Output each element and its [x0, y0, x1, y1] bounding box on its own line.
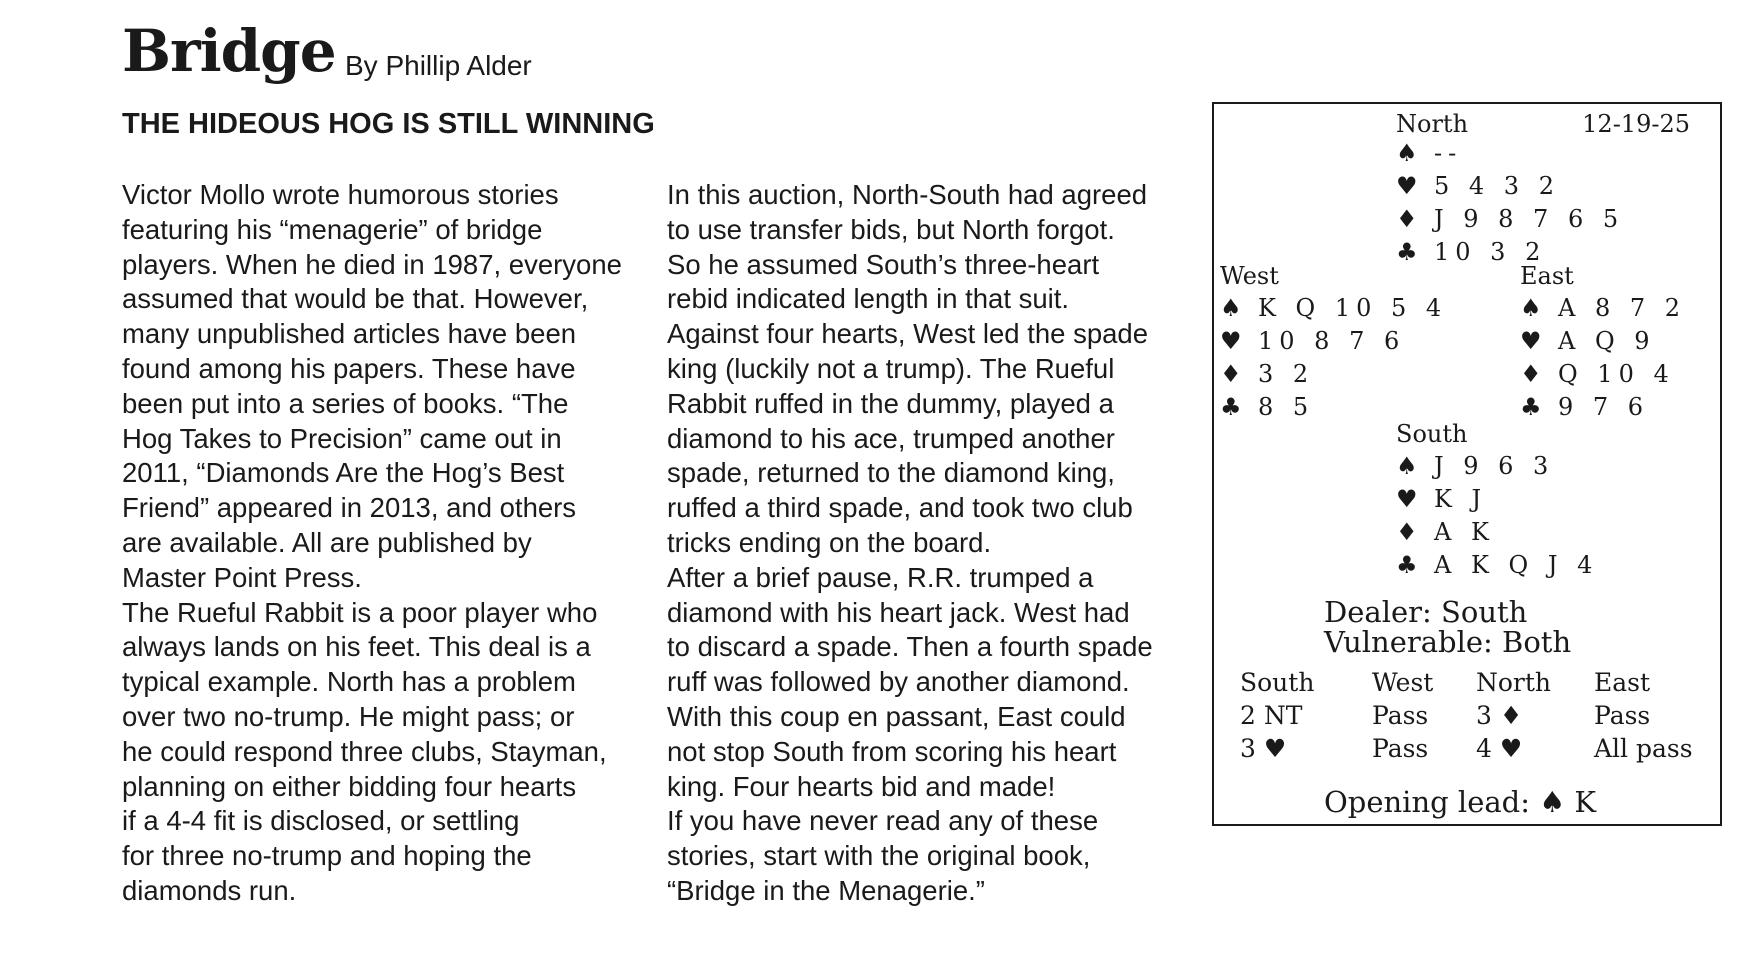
spade-icon: ♠ [1220, 294, 1242, 322]
article-line: to discard a spade. Then a fourth spade [667, 631, 1153, 663]
auction-header-south: South [1240, 668, 1315, 697]
west-label: West [1220, 262, 1279, 290]
article-line: Friend” appeared in 2013, and others [122, 492, 577, 524]
article-line: players. When he died in 1987, everyone [122, 248, 622, 280]
article-line: been put into a series of books. “The [122, 387, 569, 419]
south-hand [1396, 450, 1598, 582]
diamond-icon: ♦ [1220, 360, 1242, 388]
south-label: South [1396, 420, 1468, 448]
article-line: not stop South from scoring his heart [667, 735, 1117, 767]
spade-icon: ♠ [1520, 294, 1542, 322]
opening-lead: Opening lead: ♠ K [1324, 785, 1597, 819]
article-line: Rabbit ruffed in the dummy, played a [667, 387, 1114, 419]
auction-bid: 3 ♥ [1240, 734, 1287, 763]
spade-icon: ♠ [1396, 139, 1418, 167]
article-line: So he assumed South’s three-heart [667, 248, 1100, 280]
south-spades: J 9 6 3 [1434, 452, 1555, 480]
article-line: he could respond three clubs, Stayman, [122, 735, 607, 767]
article-line: to use transfer bids, but North forgot. [667, 213, 1115, 245]
column-title: Bridge [122, 17, 336, 85]
auction-bid: 3 ♦ [1476, 701, 1523, 730]
south-hearts: K J [1434, 485, 1488, 513]
article-line: for three no-trump and hoping the [122, 840, 532, 872]
auction-row [1240, 732, 1710, 765]
article-line: diamond to his ace, trumped another [667, 422, 1115, 454]
article-line: diamonds run. [122, 874, 297, 906]
article-line: many unpublished articles have been [122, 318, 577, 350]
auction-bid: 2 NT [1240, 701, 1303, 730]
east-diamonds: Q 10 4 [1558, 360, 1675, 388]
vulnerable-info: Vulnerable: Both [1324, 625, 1572, 659]
deal-diagram [1212, 102, 1722, 826]
article-line: Master Point Press. [122, 561, 362, 593]
east-label: East [1520, 262, 1574, 290]
auction-table [1240, 666, 1710, 765]
article-line: If you have never read any of these [667, 805, 1099, 837]
article-line: Against four hearts, West led the spade [667, 318, 1149, 350]
west-clubs: 8 5 [1258, 393, 1315, 421]
north-diamonds: J 9 8 7 6 5 [1434, 205, 1625, 233]
heart-icon: ♥ [1396, 485, 1418, 513]
heart-icon: ♥ [1396, 172, 1418, 200]
heart-icon: ♥ [1520, 327, 1542, 355]
article-line: if a 4-4 fit is disclosed, or settling [122, 805, 520, 837]
article-line: tricks ending on the board. [667, 526, 992, 558]
diamond-icon: ♦ [1396, 518, 1418, 546]
article-line: “Bridge in the Menagerie.” [667, 874, 985, 906]
south-diamonds: A K [1434, 518, 1495, 546]
article-line: are available. All are published by [122, 526, 532, 558]
byline: By Phillip Alder [345, 50, 532, 81]
south-clubs: A K Q J 4 [1434, 551, 1599, 579]
north-hand [1396, 137, 1624, 269]
west-spades: K Q 10 5 4 [1258, 294, 1448, 322]
article-line: rebid indicated length in that suit. [667, 283, 1070, 315]
article-line: found among his papers. These have [122, 352, 576, 384]
article-line: diamond with his heart jack. West had [667, 596, 1130, 628]
article-column-2 [667, 178, 1197, 909]
deal-date: 12-19-25 [1582, 110, 1690, 138]
auction-bid: Pass [1594, 701, 1651, 730]
west-hearts: 10 8 7 6 [1258, 327, 1406, 355]
east-hearts: A Q 9 [1558, 327, 1656, 355]
west-diamonds: 3 2 [1258, 360, 1315, 388]
article-column-1 [122, 178, 652, 909]
article-line: assumed that would be that. However, [122, 283, 589, 315]
auction-bid: Pass [1372, 734, 1429, 763]
article-line: king (luckily not a trump). The Rueful [667, 352, 1115, 384]
north-label: North [1396, 110, 1469, 138]
auction-header-east: East [1594, 668, 1651, 697]
article-line: 2011, “Diamonds Are the Hog’s Best [122, 457, 565, 489]
diamond-icon: ♦ [1396, 205, 1418, 233]
auction-bid: 4 ♥ [1476, 734, 1523, 763]
article-line: featuring his “menagerie” of bridge [122, 213, 543, 245]
dealer-info: Dealer: South [1324, 595, 1528, 629]
auction-bid: All pass [1594, 734, 1693, 763]
article-line: always lands on his feet. This deal is a [122, 631, 591, 663]
article-line: over two no-trump. He might pass; or [122, 700, 575, 732]
article-line: In this auction, North-South had agreed [667, 179, 1148, 210]
article-line: king. Four hearts bid and made! [667, 770, 1056, 802]
article-line: ruff was followed by another diamond. [667, 666, 1130, 698]
article-line: planning on either bidding four hearts [122, 770, 577, 802]
east-clubs: 9 7 6 [1558, 393, 1650, 421]
north-clubs: 10 3 2 [1434, 238, 1547, 266]
club-icon: ♣ [1396, 551, 1418, 579]
east-hand [1520, 292, 1686, 424]
club-icon: ♣ [1396, 238, 1418, 266]
article-line: After a brief pause, R.R. trumped a [667, 561, 1094, 593]
article-line: typical example. North has a problem [122, 666, 576, 698]
article-line: Hog Takes to Precision” came out in [122, 422, 562, 454]
north-hearts: 5 4 3 2 [1434, 172, 1560, 200]
auction-header-north: North [1476, 668, 1552, 697]
spade-icon: ♠ [1396, 452, 1418, 480]
west-hand [1220, 292, 1447, 424]
club-icon: ♣ [1220, 393, 1242, 421]
auction-header-west: West [1372, 668, 1434, 697]
east-spades: A 8 7 2 [1558, 294, 1687, 322]
north-spades: -- [1434, 139, 1463, 167]
heart-icon: ♥ [1220, 327, 1242, 355]
article-line: Victor Mollo wrote humorous stories [122, 179, 559, 210]
club-icon: ♣ [1520, 393, 1542, 421]
headline: THE HIDEOUS HOG IS STILL WINNING [122, 108, 655, 140]
auction-row [1240, 699, 1710, 732]
diamond-icon: ♦ [1520, 360, 1542, 388]
article-line: stories, start with the original book, [667, 840, 1091, 872]
auction-bid: Pass [1372, 701, 1429, 730]
article-line: With this coup en passant, East could [667, 700, 1126, 732]
article-line: spade, returned to the diamond king, [667, 457, 1115, 489]
auction-header [1240, 666, 1710, 699]
article-line: The Rueful Rabbit is a poor player who [122, 596, 598, 628]
article-line: ruffed a third spade, and took two club [667, 492, 1133, 524]
